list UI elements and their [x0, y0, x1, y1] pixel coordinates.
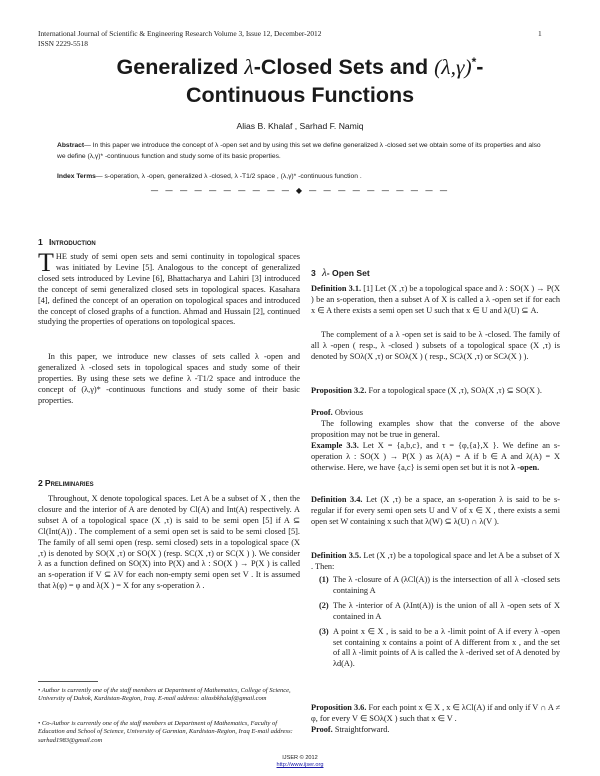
- proposition-label: Proposition 3.6.: [311, 703, 367, 712]
- footnote-rule: [38, 681, 98, 682]
- definition-label: Definition 3.1.: [311, 284, 362, 293]
- definition-3-5: [311, 551, 560, 573]
- proof-text: Obvious: [334, 408, 363, 417]
- section-2-heading: [38, 478, 300, 490]
- list-item: [311, 627, 560, 671]
- list-text: The λ -interior of A (λInt(A)) is the union of all λ -open sets of X contained in A: [333, 600, 560, 621]
- issn: ISSN 2229-5518: [38, 39, 88, 48]
- example-label: Example 3.3.: [311, 441, 359, 450]
- section-number: 1: [38, 237, 43, 247]
- title-part: -Closed Sets and: [253, 55, 435, 80]
- proof-3-6: [311, 725, 560, 736]
- paper-title-line2: Continuous Functions: [185, 83, 415, 107]
- abstract-label: Abstract: [57, 142, 85, 149]
- preliminaries-paragraph: Throughout, X denote topological spaces. Let A be a subset of X , then the closure and the interior of A are denoted by Cl(A) and Int(A) respectively. A subset A of a topological space (X ,τ) is said to be semi open [5] if A ⊆ Cl(Int(A)) . The complement of a semi open set is said to be semi closed [5]. The family of all semi open (resp. semi closed) sets in a topological space (X ,τ) is denoted by SO(X ,τ) or SO(X ) (resp. SC(X ,τ) or SC(X ) ). We consider λ as a function defined on SO(X) into P(X) and λ : SO(X ) → P(X ) is called an s-operation if V ⊆ λV for each non-empty semi open set V . It is assumed that λ(φ) = φ and λ(X ) = X for any s-operation λ .: [38, 494, 300, 591]
- list-text: The λ -closure of A (λCl(A)) is the intersection of all λ -closed sets containing A: [333, 575, 560, 595]
- list-text: A point x ∈ X , is said to be a λ -limit point of A if every λ -open set containing x contains a point of A different from x , and the set of all λ -limit points of A is called the λ -derived set of A denoted by λd(A).: [333, 626, 560, 669]
- footer-copyright: IJSER © 2012: [282, 755, 318, 761]
- section-3-heading: [311, 268, 560, 280]
- intro-paragraph-2: In this paper, we introduce new classes of sets called λ -open and generalized λ -closed sets in topological spaces and study some of their properties. By using these sets we define λ -T1/2 space and introduce the concept of (λ,γ)* -continuous functions and study some of their basic properties.: [38, 352, 300, 405]
- authors: Alias B. Khalaf , Sarhad F. Namiq: [236, 121, 364, 131]
- journal-header: International Journal of Scientific & Engineering Research Volume 3, Issue 12, December-2012: [38, 29, 322, 38]
- example-end: λ -open.: [511, 462, 540, 472]
- section-1-heading: [38, 237, 300, 249]
- definition-3-1-complement: The complement of a λ -open set is said to be λ -closed. The family of all λ -open ( resp., λ -closed ) subsets of a topological space (X ,τ) is denoted by SOλ(X ,τ) or SOλ(X ) ( resp., SCλ(X ,τ) or SCλ(X ) ).: [311, 330, 560, 361]
- footnote-author: • Author is currently one of the staff members at Department of Mathematics, College of Science, University of Duhok, Kurdistan-Region, Iraq. E-mail address: aliasbkhalaf@gmail.com: [38, 687, 291, 703]
- list-item: [311, 601, 560, 623]
- title-lambda: λ: [244, 55, 254, 80]
- index-terms-label: Index Terms: [57, 173, 96, 180]
- title-math: (λ,γ): [434, 55, 472, 80]
- proof-3-2: [311, 408, 560, 419]
- footer-link[interactable]: http://www.ijser.org: [276, 762, 324, 768]
- proof-label: Proof.: [311, 725, 333, 734]
- definition-3-1: [311, 284, 560, 317]
- definition-text: Let (X ,τ) be a space, an s-operation λ is said to be s-regular if for every semi open sets U and V of x ∈ X , there exists a semi open set W containing x such that λ(W) ⊆ λ(U) ∩ λ(V ).: [311, 495, 560, 526]
- footnote-coauthor: • Co-Author is currently one of the staff members at Department of Mathematics, Faculty of Education and School of Science, University of Garmian, Kurdistan-Region, Iraq E-mail address: sarhad1983@gmail.com: [38, 720, 293, 744]
- section-title: Introduction: [49, 237, 96, 247]
- list-item: [311, 575, 560, 597]
- title-star: *: [471, 55, 477, 69]
- definition-3-4: [311, 495, 560, 528]
- list-number: (1): [319, 575, 329, 584]
- proposition-3-6: [311, 703, 560, 725]
- proof-label: Proof.: [311, 408, 333, 417]
- definition-label: Definition 3.4.: [311, 495, 363, 504]
- section-number: 2: [38, 478, 43, 488]
- page-number: 1: [538, 29, 542, 38]
- title-part: Generalized: [116, 55, 245, 80]
- section-number: 3: [311, 268, 316, 278]
- section-title: Preliminaries: [44, 478, 94, 488]
- list-number: (3): [319, 626, 329, 636]
- list-number: (2): [319, 600, 329, 610]
- section-divider: — — — — — — — — — — ◆ — — — — — — — — — —: [150, 186, 450, 195]
- examples-intro: The following examples show that the converse of the above proposition may not be true in general.: [311, 419, 560, 439]
- proposition-label: Proposition 3.2.: [311, 386, 367, 395]
- example-3-3: [311, 441, 560, 474]
- title-part: -: [476, 55, 484, 80]
- definition-3-5-list: [311, 575, 560, 670]
- definition-text: [1] Let (X ,τ) be a topological space and λ : SO(X ) → P(X ) be an s-operation, then a subset A of X is called a λ -open set if for each x ∈ A there exists a semi open set U such that x ∈ U and λ(U) ⊆ A.: [311, 284, 561, 315]
- intro-text: HE study of semi open sets and semi continuity in topological spaces was initiated by Levine [5]. Analogous to the concept of generalized closed sets introduced by Levine [6], Bhattacharya and Lahiri [3] introduced the concept of semi generalized closed sets in topological spaces. Kasahara [4], defined the concept of an operation on topological spaces and introduced the concept of closed graphs of a function. Ahmad and Hussain [2], continued studying the properties of operations on topological spaces.: [38, 252, 300, 327]
- example-text: Let X = {a,b,c}, and τ = {φ,{a},X }. We define an s-operation λ : SO(X ) → P(X ) as λ(A) = A if b ∈ A and λ(A) = X otherwise. Here, we have {a,c} is semi open set but it is not: [311, 441, 560, 472]
- abstract: [57, 140, 545, 162]
- paper-title: [30, 55, 570, 80]
- drop-cap: T: [38, 248, 54, 277]
- definition-text: Let (X ,τ) be a topological space and let A be a subset of X . Then:: [311, 551, 561, 571]
- proof-text: Straightforward.: [334, 725, 390, 734]
- definition-label: Definition 3.5.: [311, 551, 362, 560]
- section-title: - Open Set: [326, 268, 370, 278]
- abstract-text: — In this paper we introduce the concept of λ -open set and by using this set we define generalized λ -closed set we obtain some of its properties and also we define (λ,γ)* -continuous function and study some of its basic properties.: [57, 142, 541, 160]
- section-lambda: λ: [322, 267, 327, 279]
- proposition-text: For a topological space (X ,τ), SOλ(X ,τ) ⊆ SO(X ).: [368, 386, 542, 395]
- proposition-3-2: [311, 386, 560, 397]
- intro-paragraph-1: [38, 248, 300, 328]
- index-terms: [57, 172, 545, 182]
- proposition-text: For each point x ∈ X , x ∈ λCl(A) if and only if V ∩ A ≠ φ, for every V ∈ SOλ(X ) such that x ∈ V .: [311, 703, 560, 723]
- index-terms-text: — s-operation, λ -open, generalized λ -closed, λ -T1/2 space , (λ,γ)* -continuous function .: [95, 173, 362, 180]
